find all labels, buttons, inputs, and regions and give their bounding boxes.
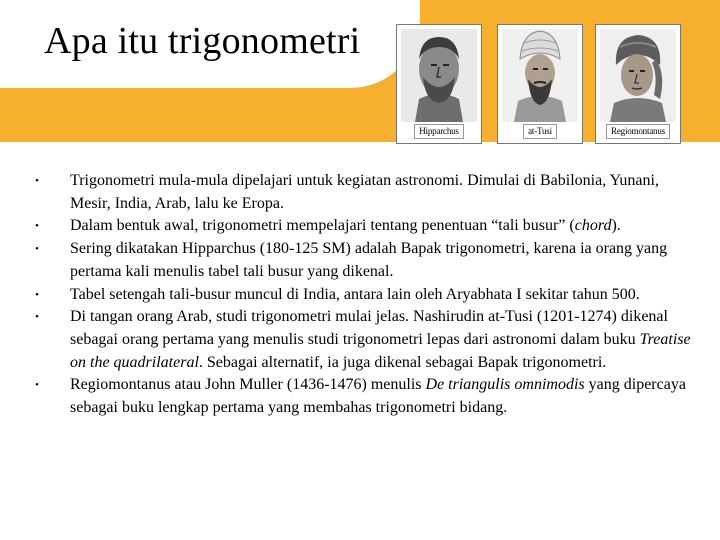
list-item (32, 284, 692, 307)
bullet-text: Di tangan orang Arab, studi trigonometri mulai jelas. Nashirudin at-Tusi (1201-1274) dikenal sebagai orang pertama yang menulis studi trigonometri lepas dari astronomi dalam buku (70, 308, 668, 348)
list-item (32, 306, 692, 374)
page-title: Apa itu trigonometri (44, 20, 361, 62)
bullet-text: . Sebagai alternatif, ia juga dikenal sebagai Bapak trigonometri. (198, 353, 607, 371)
portrait-regiomontanus (595, 24, 681, 144)
bullet-text: Sering dikatakan Hipparchus (180-125 SM) adalah Bapak trigonometri, karena ia orang yang pertama kali menulis tabel tali busur yang dikenal. (70, 240, 668, 280)
bullet-list-area (32, 170, 692, 420)
portrait-caption: Regiomontanus (606, 124, 670, 139)
bullet-text: Dalam bentuk awal, trigonometri mempelajari tentang penentuan “tali busur” ( (70, 217, 575, 235)
bullet-icon: • (35, 243, 39, 256)
list-item (32, 374, 692, 419)
headwrap-portrait-icon (600, 29, 676, 122)
bullet-text: Regiomontanus atau John Muller (1436-1476) menulis (70, 376, 426, 394)
bullet-text: ). (611, 217, 621, 235)
bullet-text-italic: De triangulis omnimodis (425, 376, 585, 394)
bullet-list (32, 170, 692, 420)
bullet-icon: • (35, 175, 39, 187)
bullet-text-italic: chord (574, 217, 612, 235)
bullet-icon: • (35, 379, 39, 392)
list-item (32, 215, 692, 238)
bullet-icon: • (35, 288, 39, 301)
bullet-icon: • (35, 311, 39, 324)
portrait-caption: Hipparchus (414, 124, 464, 139)
bullet-icon: • (35, 220, 39, 233)
turban-portrait-icon (502, 29, 578, 122)
bullet-text: Trigonometri mula-mula dipelajari untuk kegiatan astronomi. Dimulai di Babilonia, Yunani, Mesir, India, Arab, lalu ke Eropa. (70, 172, 659, 212)
bullet-text-italic: Treatise on the quadrilateral (70, 330, 691, 371)
portrait-hipparchus (396, 24, 482, 144)
title-panel (0, 0, 420, 88)
list-item (32, 170, 692, 215)
bullet-text: Tabel setengah tali-busur muncul di India, antara lain oleh Aryabhata I sekitar tahun 500. (70, 285, 640, 303)
bust-portrait-icon (401, 29, 477, 122)
portrait-at-tusi (497, 24, 583, 144)
portrait-caption: at-Tusi (523, 124, 557, 139)
bullet-text: yang dipercaya sebagai buku lengkap pertama yang membahas trigonometri bidang. (70, 376, 686, 417)
list-item (32, 238, 692, 283)
